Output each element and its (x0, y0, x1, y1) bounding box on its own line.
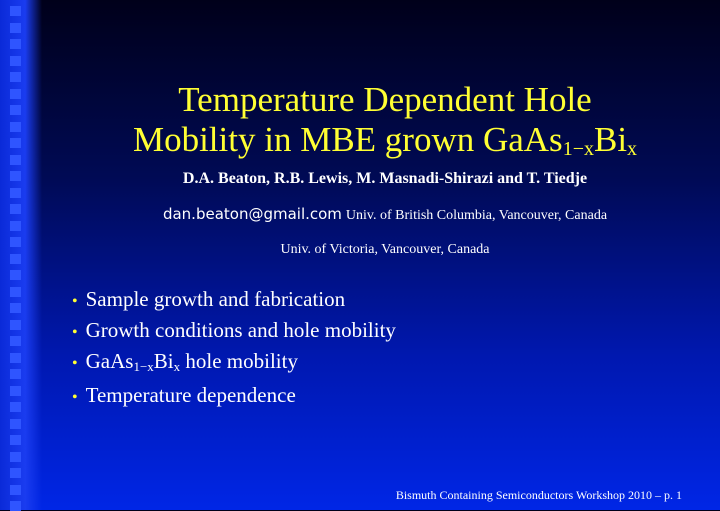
title-line-1: Temperature Dependent Hole (178, 80, 592, 119)
decorative-square (10, 320, 21, 330)
decorative-square (10, 237, 21, 247)
decorative-square (10, 204, 21, 214)
author-list: D.A. Beaton, R.B. Lewis, M. Masnadi-Shirazi and T. Tiedje (182, 170, 588, 187)
outline-item-text: Growth conditions and hole mobility (85, 318, 396, 342)
outline-item-suffix: hole mobility (180, 349, 298, 373)
affiliation-2: Univ. of Victoria, Vancouver, Canada (280, 242, 490, 257)
decorative-square (10, 188, 21, 198)
outline-item (72, 285, 396, 316)
decorative-square (10, 221, 21, 231)
outline-list (72, 285, 396, 412)
affiliation-1 (70, 205, 700, 224)
bullet-icon: • (72, 355, 78, 372)
slide-title (70, 80, 700, 169)
outline-item (72, 381, 396, 412)
decorative-square (10, 155, 21, 165)
outline-item-text: GaAs (85, 349, 134, 373)
decorative-square (10, 72, 21, 82)
bullet-icon: • (72, 293, 78, 310)
decorative-square (10, 56, 21, 66)
decorative-square (10, 468, 21, 478)
decorative-square (10, 6, 21, 16)
decorative-square (10, 485, 21, 495)
decorative-square (10, 303, 21, 313)
decorative-squares (10, 0, 22, 510)
decorative-square (10, 419, 21, 429)
title-bi: Bi (593, 120, 628, 159)
outline-bi: Bi (153, 349, 174, 373)
decorative-square (10, 270, 21, 280)
decorative-square (10, 171, 21, 181)
outline-item (72, 347, 396, 381)
decorative-square (10, 353, 21, 363)
decorative-square (10, 254, 21, 264)
title-line-2-text: Mobility in MBE grown GaAs (132, 120, 563, 159)
decorative-square (10, 138, 21, 148)
outline-subscript-2: x (173, 359, 181, 374)
decorative-square (10, 435, 21, 445)
bullet-icon: • (72, 324, 78, 341)
decorative-square (10, 89, 21, 99)
affiliation-ubc: Univ. of British Columbia, Vancouver, Canada (345, 208, 608, 223)
outline-item-text: Temperature dependence (85, 383, 296, 407)
decorative-square (10, 369, 21, 379)
decorative-square (10, 287, 21, 297)
decorative-square (10, 402, 21, 412)
slide-footer: Bismuth Containing Semiconductors Workshop 2010 – p. 1 (395, 488, 682, 502)
decorative-square (10, 105, 21, 115)
outline-subscript-1: 1−x (133, 359, 154, 374)
decorative-square (10, 39, 21, 49)
decorative-square (10, 122, 21, 132)
title-subscript-1: 1−x (562, 138, 594, 160)
email-address: dan.beaton@gmail.com (162, 205, 342, 223)
decorative-square (10, 336, 21, 346)
bullet-icon: • (72, 389, 78, 406)
outline-item-text: Sample growth and fabrication (85, 287, 346, 311)
decorative-square (10, 386, 21, 396)
decorative-square (10, 23, 21, 33)
title-line-2 (70, 120, 700, 169)
decorative-square (10, 452, 21, 462)
title-subscript-2: x (627, 138, 638, 160)
outline-item (72, 316, 396, 347)
